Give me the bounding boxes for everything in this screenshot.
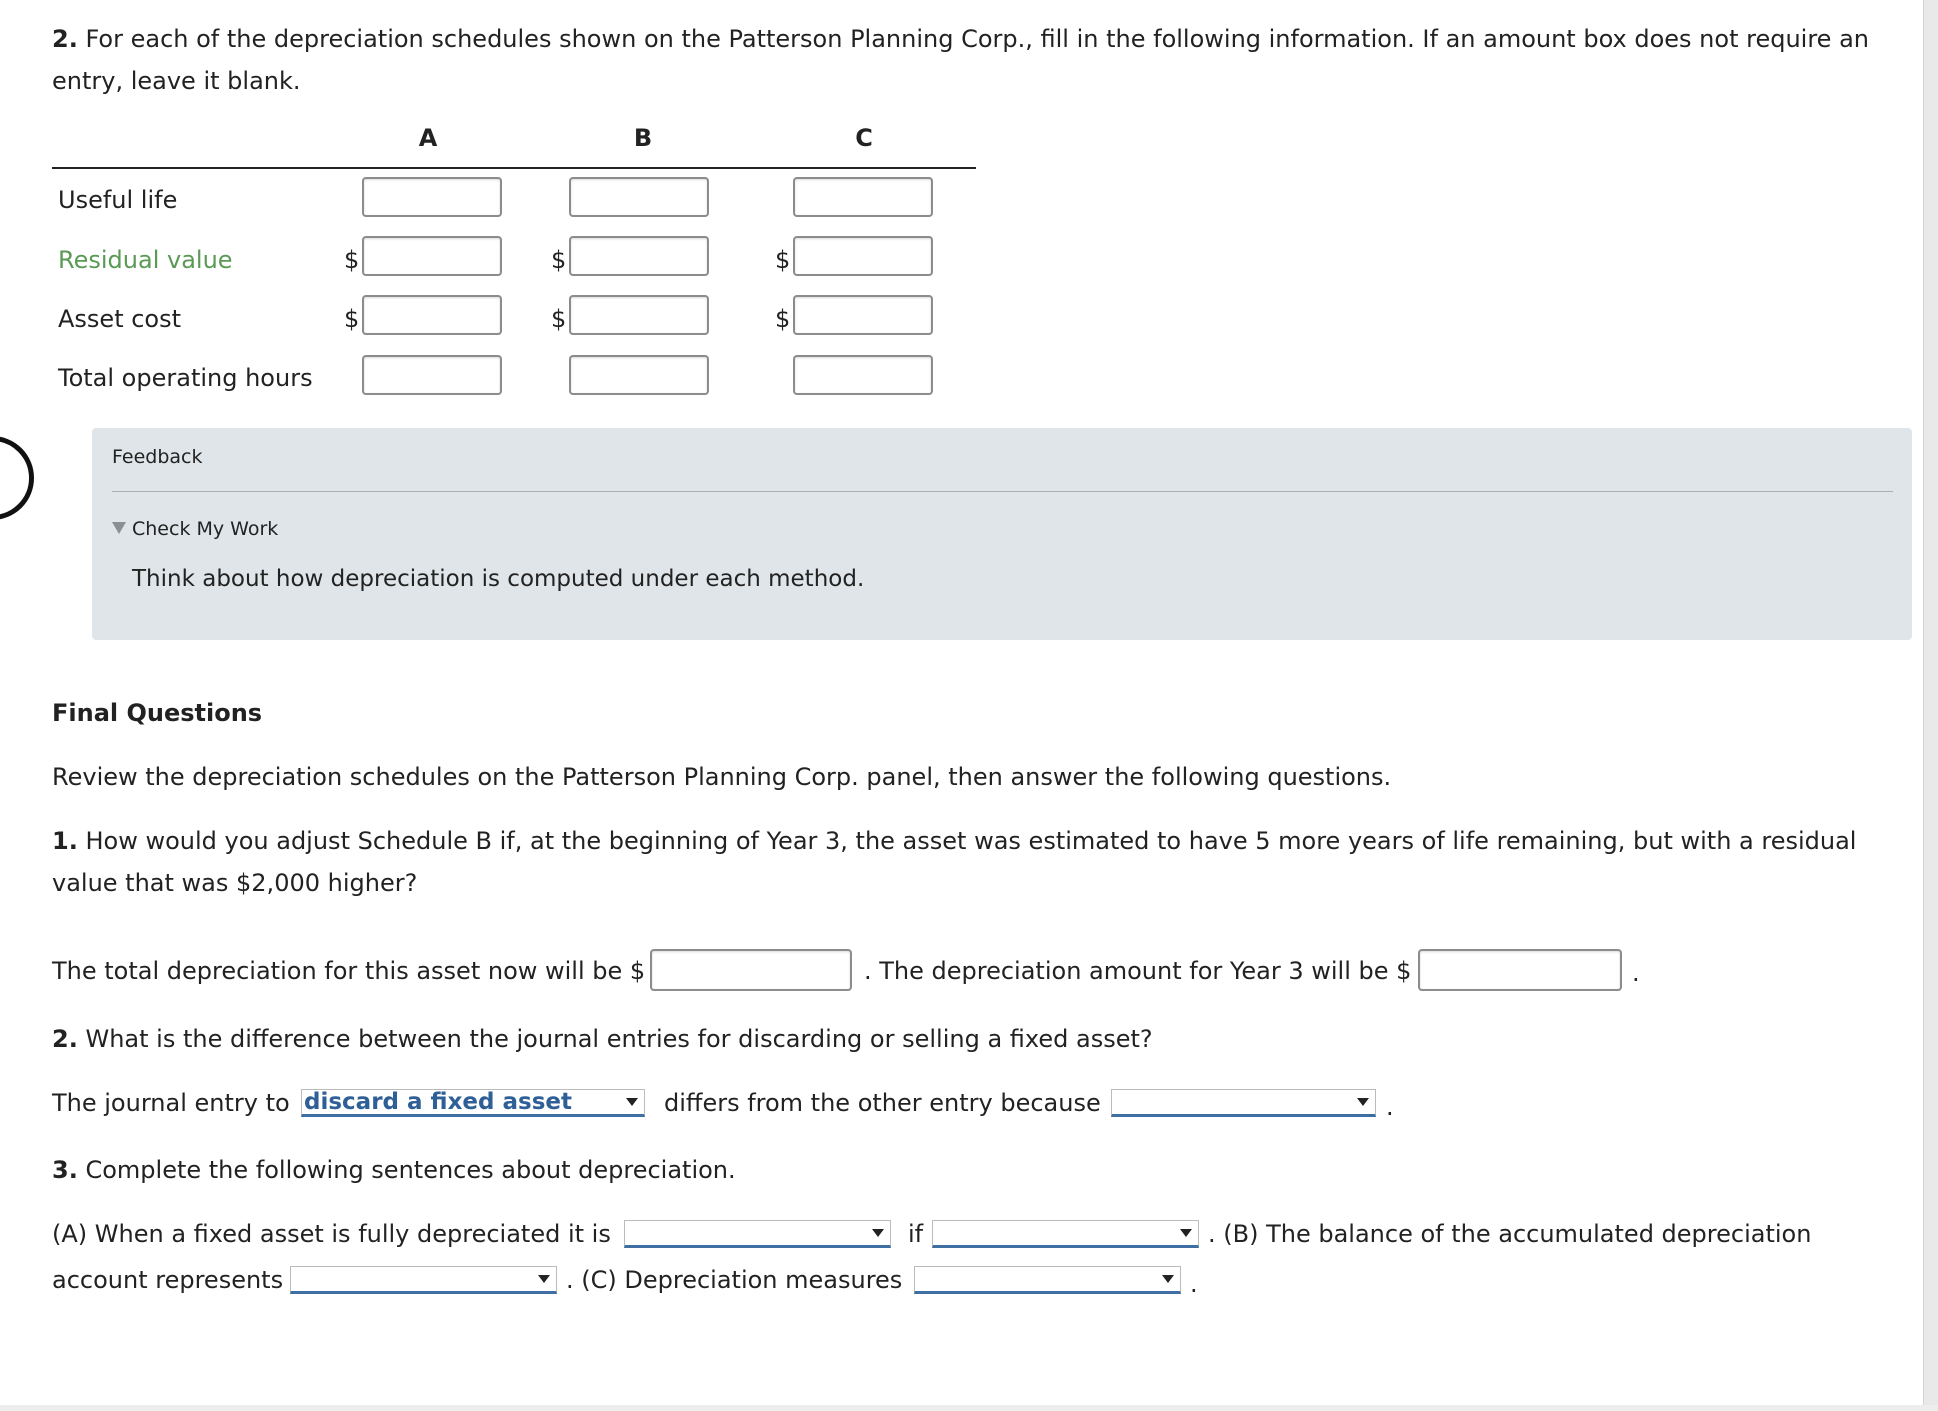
question-3-line1-b: . (B) The balance of the accumulated depreciation (1208, 1220, 1812, 1248)
operating-hours-input-b[interactable] (569, 355, 709, 395)
scrollbar-track[interactable] (1923, 0, 1938, 1411)
currency-symbol: $ (344, 246, 360, 274)
feedback-text: Think about how depreciation is computed under each method. (132, 566, 865, 592)
currency-symbol: $ (551, 305, 567, 333)
question-1-period: . (1632, 959, 1640, 987)
currency-symbol: $ (775, 246, 791, 274)
question-1-sentence-b: . The depreciation amount for Year 3 will be $ (864, 957, 1412, 985)
dropdown-arrow-icon (626, 1098, 638, 1106)
question-3-period: . (1190, 1270, 1198, 1298)
check-my-work-toggle[interactable]: Check My Work (132, 518, 279, 540)
table-header-rule (52, 167, 976, 169)
useful-life-input-c[interactable] (793, 177, 933, 217)
journal-entry-select[interactable] (301, 1089, 645, 1117)
expand-triangle-icon[interactable] (112, 522, 126, 534)
dropdown-arrow-icon (1357, 1098, 1369, 1106)
question-2b-sentence-b: differs from the other entry because (664, 1089, 1101, 1117)
feedback-panel (92, 428, 1912, 640)
dropdown-arrow-icon (538, 1275, 550, 1283)
question-2-number: 2. (52, 25, 78, 53)
question-3-line2-b: . (C) Depreciation measures (566, 1266, 903, 1294)
question-3-line1-a: (A) When a fixed asset is fully depreciated it is (52, 1220, 611, 1248)
feedback-title: Feedback (112, 446, 203, 468)
year3-depreciation-input[interactable] (1418, 949, 1622, 991)
asset-cost-input-b[interactable] (569, 295, 709, 335)
residual-value-input-c[interactable] (793, 236, 933, 276)
question-3-number: 3. (52, 1156, 78, 1184)
question-2-text-line2: entry, leave it blank. (52, 67, 301, 95)
column-header-b: B (633, 124, 653, 152)
useful-life-input-b[interactable] (569, 177, 709, 217)
row-label-residual-value: Residual value (58, 246, 233, 274)
dropdown-arrow-icon (1162, 1275, 1174, 1283)
residual-value-input-b[interactable] (569, 236, 709, 276)
currency-symbol: $ (344, 305, 360, 333)
accumulated-depreciation-select[interactable] (290, 1266, 557, 1294)
dropdown-arrow-icon (1180, 1229, 1192, 1237)
question-2b-number: 2. (52, 1025, 78, 1053)
question-2b-body: What is the difference between the journal entries for discarding or selling a fixed asset? (85, 1025, 1153, 1053)
currency-symbol: $ (551, 246, 567, 274)
depreciation-measures-select[interactable] (914, 1266, 1181, 1294)
bottom-edge (0, 1405, 1938, 1411)
operating-hours-input-a[interactable] (362, 355, 502, 395)
row-label-total-operating-hours: Total operating hours (58, 364, 313, 392)
question-1-body: How would you adjust Schedule B if, at the beginning of Year 3, the asset was estimated to have 5 more years of life remaining, but with a residual (85, 827, 1857, 855)
question-2b-period: . (1386, 1093, 1394, 1121)
question-3-line2-a: account represents (52, 1266, 284, 1294)
column-header-c: C (855, 124, 873, 152)
question-1-number: 1. (52, 827, 78, 855)
dropdown-arrow-icon (872, 1229, 884, 1237)
currency-symbol: $ (775, 305, 791, 333)
final-questions-heading: Final Questions (52, 699, 263, 727)
journal-entry-select-value: discard a fixed asset (304, 1089, 572, 1115)
feedback-divider (112, 491, 1893, 492)
row-label-useful-life: Useful life (58, 186, 178, 214)
fully-depreciated-condition-select[interactable] (932, 1220, 1199, 1248)
operating-hours-input-c[interactable] (793, 355, 933, 395)
row-label-asset-cost: Asset cost (58, 305, 182, 333)
useful-life-input-a[interactable] (362, 177, 502, 217)
total-depreciation-input[interactable] (650, 949, 852, 991)
question-3-line1-if: if (908, 1220, 924, 1248)
question-1-sentence-a: The total depreciation for this asset now will be $ (52, 957, 646, 985)
question-2-body: For each of the depreciation schedules shown on the Patterson Planning Corp., fill in the following information. If an amount box does not require an (85, 25, 1869, 53)
question-2b-sentence-a: The journal entry to (52, 1089, 290, 1117)
question-3-text (52, 1149, 736, 1191)
asset-cost-input-a[interactable] (362, 295, 502, 335)
differs-because-select[interactable] (1111, 1089, 1376, 1117)
question-1-text (52, 820, 1912, 862)
asset-cost-input-c[interactable] (793, 295, 933, 335)
question-2-text (52, 18, 1912, 60)
residual-value-input-a[interactable] (362, 236, 502, 276)
progress-circle-icon (0, 436, 34, 520)
question-1-text-line2: value that was $2,000 higher? (52, 869, 418, 897)
fully-depreciated-select[interactable] (624, 1220, 891, 1248)
question-3-body: Complete the following sentences about depreciation. (85, 1156, 736, 1184)
final-questions-intro: Review the depreciation schedules on the Patterson Planning Corp. panel, then answer the following questions. (52, 763, 1392, 791)
question-2b-text (52, 1018, 1153, 1060)
column-header-a: A (418, 124, 438, 152)
